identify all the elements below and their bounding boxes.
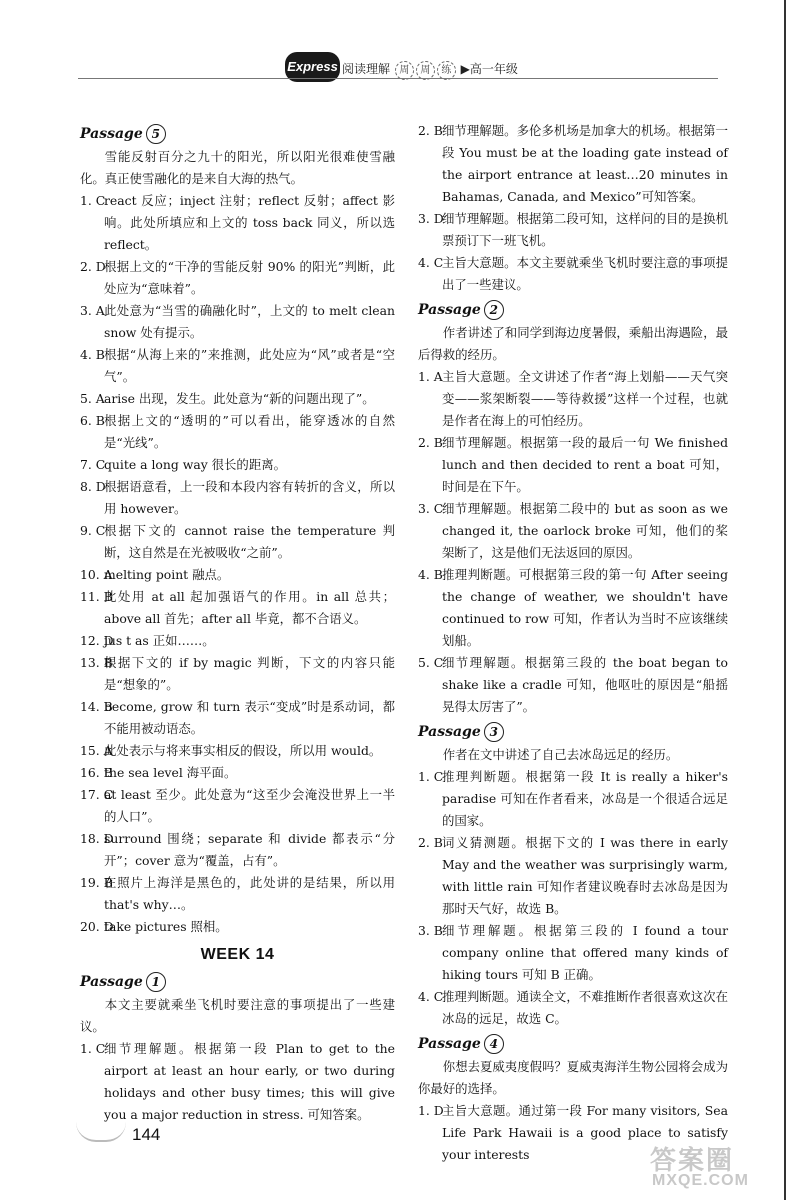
passage-1-answers	[80, 1038, 395, 1126]
answer-item	[80, 740, 395, 762]
passage-5-heading	[80, 122, 395, 146]
answer-text: 此处表示与将来事实相反的假设，所以用 would。	[104, 743, 382, 758]
answer-text: react 反应；inject 注射；reflect 反射；affect 影响。此处所填应和上文的 toss back 同义，所以选 reflect。	[104, 193, 395, 252]
answer-text: 细节理解题。多伦多机场是加拿大的机场。根据第一段 You must be at the loading gate instead of the airport entrance at least…20 minutes in Bahamas, Canada, and Mexico”可知答案。	[442, 123, 728, 204]
header-grade: ▶高一年级	[460, 62, 518, 76]
answer-item	[418, 498, 728, 564]
passage-label: Passage	[418, 724, 481, 740]
answer-label: 18. D	[80, 831, 114, 846]
answer-item	[418, 652, 728, 718]
header-rule	[78, 78, 718, 79]
passage-number: 5	[146, 124, 166, 144]
answer-text: become, grow 和 turn 表示“变成”时是系动词，都不能用被动语态。	[104, 699, 395, 736]
passage-1-heading	[80, 970, 395, 994]
header-title-text: 阅读理解	[342, 62, 391, 76]
answer-label: 4. B	[418, 567, 443, 582]
answer-text: 根据下文的 if by magic 判断，下文的内容只能是“想象的”。	[104, 655, 395, 692]
answer-item	[80, 696, 395, 740]
answer-text: 根据下文的 cannot raise the temperature 判断，这自然是在光被吸收“之前”。	[104, 523, 395, 560]
answer-item	[80, 630, 395, 652]
answer-text: 主旨大意题。全文讲述了作者“海上划船——天气突变——浆架断裂——等待救援”这样一个过程，也就是作者在海上的可怕经历。	[442, 369, 728, 428]
answer-label: 2. B	[418, 123, 443, 138]
answer-label: 3. D	[418, 211, 444, 226]
answer-text: 根据“从海上来的”来推测，此处应为“风”或者是“空气”。	[104, 347, 395, 384]
answer-label: 1. C	[80, 1041, 106, 1056]
answer-item	[418, 986, 728, 1030]
page-edge-line	[784, 0, 786, 1200]
answer-label: 8. D	[80, 479, 106, 494]
answer-label: 1. C	[80, 193, 106, 208]
answer-text: 此处用 at all 起加强语气的作用。in all 总共；above all 首先；after all 毕竟，都不合语义。	[104, 589, 395, 626]
answer-text: 主旨大意题。通过第一段 For many visitors, Sea Life Park Hawaii is a good place to satisfy your interests	[442, 1103, 728, 1162]
answer-text: at least 至少。此处意为“这至少会淹没世界上一半的人口”。	[104, 787, 395, 824]
answer-label: 4. B	[80, 347, 105, 362]
answer-text: 细节理解题。根据第三段的 the boat began to shake like a cradle 可知，他呕吐的原因是“船摇晃得太厉害了”。	[442, 655, 728, 714]
passage-4-intro: 你想去夏威夷度假吗？夏威夷海洋生物公园将会成为你最好的选择。	[418, 1059, 728, 1096]
passage-3-heading	[418, 720, 728, 744]
answer-item	[80, 388, 395, 410]
passage-3-intro: 作者在文中讲述了自己去冰岛远足的经历。	[442, 747, 679, 762]
answer-text: 推理判断题。可根据第三段的第一句 After seeing the change of weather, we shouldn't have continued to row 可知，作者认为当时不应该继续划船。	[442, 567, 728, 648]
answer-label: 3. A	[80, 303, 105, 318]
answer-item	[80, 828, 395, 872]
passage-number: 4	[484, 1034, 504, 1054]
passage-label: Passage	[80, 974, 143, 990]
answer-item	[80, 476, 395, 520]
answer-text: 主旨大意题。本文主要就乘坐飞机时要注意的事项提出了一些建议。	[442, 255, 728, 292]
answer-label: 4. C	[418, 255, 444, 270]
answer-label: 1. D	[418, 1103, 444, 1118]
answer-text: 推理判断题。通读全文，不难推断作者很喜欢这次在冰岛的远足，故选 C。	[442, 989, 728, 1026]
passage-4-heading	[418, 1032, 728, 1056]
passage-number: 3	[484, 722, 504, 742]
answer-item	[80, 872, 395, 916]
answer-label: 16. B	[80, 765, 113, 780]
right-column	[418, 120, 728, 1166]
passage-2-heading	[418, 298, 728, 322]
answer-label: 20. D	[80, 919, 114, 934]
answer-item	[80, 454, 395, 476]
answer-item	[80, 916, 395, 938]
passage-1-intro: 本文主要就乘坐飞机时要注意的事项提出了一些建议。	[80, 997, 395, 1034]
answer-text: surround 围绕；separate 和 divide 都表示“分开”；cover 意为“覆盖，占有”。	[104, 831, 395, 868]
answer-label: 12. D	[80, 633, 114, 648]
passage-1-answers-cont	[418, 120, 728, 296]
answer-label: 1. C	[418, 769, 444, 784]
answer-label: 19. B	[80, 875, 113, 890]
answer-text: melting point 融点。	[104, 567, 230, 582]
answer-item	[80, 520, 395, 564]
answer-item	[418, 366, 728, 432]
answer-item	[418, 766, 728, 832]
answer-item	[80, 256, 395, 300]
answer-item	[80, 344, 395, 388]
answer-item	[418, 120, 728, 208]
answer-text: 根据语意看，上一段和本段内容有转折的含义，所以用 however。	[104, 479, 395, 516]
answer-item	[418, 252, 728, 296]
header-circle-2: 周	[416, 61, 435, 80]
answer-label: 1. A	[418, 369, 443, 384]
week-heading: WEEK 14	[200, 946, 275, 963]
answer-label: 17. C	[80, 787, 114, 802]
answer-label: 2. B	[418, 435, 443, 450]
answer-item	[80, 762, 395, 784]
answer-text: 推理判断题。根据第一段 It is really a hiker's paradise 可知在作者看来，冰岛是一个很适合远足的国家。	[442, 769, 728, 828]
passage-2-answers	[418, 366, 728, 718]
passage-label: Passage	[80, 126, 143, 142]
answer-text: 细节理解题。根据第一段 Plan to get to the airport at least an hour early, or two during holidays and other busy times; this will give you a major reduction in stress. 可知答案。	[104, 1041, 395, 1122]
watermark-url: MXQE.COM	[652, 1172, 749, 1189]
answer-label: 11. B	[80, 589, 113, 604]
answer-text: 词义猜测题。根据下文的 I was there in early May and the weather was surprisingly warm, with little rain 可知作者建议晚春时去冰岛是因为那时天气好，故选 B。	[442, 835, 728, 916]
answer-label: 14. B	[80, 699, 113, 714]
answer-item	[80, 300, 395, 344]
page-corner-decoration	[76, 1110, 126, 1142]
answer-label: 15. A	[80, 743, 113, 758]
answer-text: 细节理解题。根据第二段中的 but as soon as we changed it, the oarlock broke 可知，他们的桨架断了，这是他们无法返回的原因。	[442, 501, 728, 560]
header-circle-1: 周	[395, 61, 414, 80]
answer-text: take pictures 照相。	[104, 919, 228, 934]
answer-label: 5. C	[418, 655, 444, 670]
left-column	[80, 120, 395, 1126]
answer-text: 细节理解题。根据第二段可知，这样问的目的是换机票预订下一班飞机。	[442, 211, 728, 248]
answer-text: 根据上文的“干净的雪能反射 90% 的阳光”判断，此处应为“意味着”。	[104, 259, 395, 296]
answer-item	[418, 564, 728, 652]
answer-text: 根据上文的“透明的”可以看出，能穿透冰的自然是“光线”。	[104, 413, 395, 450]
passage-label: Passage	[418, 1036, 481, 1052]
answer-text: 在照片上海洋是黑色的，此处讲的是结果，所以用 that's why…。	[104, 875, 395, 912]
answer-label: 2. B	[418, 835, 443, 850]
passage-number: 2	[484, 300, 504, 320]
passage-3-answers	[418, 766, 728, 1030]
answer-label: 2. D	[80, 259, 106, 274]
answer-text: 此处意为“当雪的确融化时”，上文的 to melt clean snow 处有提示。	[104, 303, 395, 340]
page-number: 144	[132, 1125, 161, 1144]
answer-label: 10. A	[80, 567, 113, 582]
answer-label: 3. B	[418, 923, 443, 938]
answer-label: 9. C	[80, 523, 106, 538]
answer-item	[80, 586, 395, 630]
answer-item	[80, 1038, 395, 1126]
header-title	[342, 60, 518, 80]
passage-5-answers	[80, 190, 395, 938]
answer-label: 3. C	[418, 501, 444, 516]
answer-text: jus t as 正如……。	[104, 633, 215, 648]
answer-text: 细节理解题。根据第三段的 I found a tour company online that offered many kinds of hiking tours 可知 B 正确。	[442, 923, 728, 982]
answer-text: 细节理解题。根据第一段的最后一句 We finished lunch and then decided to rent a boat 可知，时间是在下午。	[442, 435, 728, 494]
answer-text: quite a long way 很长的距离。	[104, 457, 286, 472]
answer-item	[80, 190, 395, 256]
answer-text: arise 出现，发生。此处意为“新的问题出现了”。	[104, 391, 375, 406]
answer-text: the sea level 海平面。	[104, 765, 237, 780]
answer-item	[418, 832, 728, 920]
watermark-logo: 答案圈	[650, 1145, 735, 1175]
answer-label: 7. C	[80, 457, 106, 472]
answer-item	[418, 208, 728, 252]
answer-label: 4. C	[418, 989, 444, 1004]
passage-number: 1	[146, 972, 166, 992]
express-logo: Express	[285, 52, 340, 82]
answer-label: 5. A	[80, 391, 105, 406]
answer-label: 13. B	[80, 655, 113, 670]
answer-item	[80, 410, 395, 454]
passage-5-intro: 雪能反射百分之九十的阳光，所以阳光很难使雪融化。真正使雪融化的是来自大海的热气。	[80, 149, 395, 186]
answer-item	[418, 432, 728, 498]
answer-item	[80, 564, 395, 586]
passage-label: Passage	[418, 302, 481, 318]
answer-item	[418, 920, 728, 986]
passage-2-intro: 作者讲述了和同学到海边度暑假，乘船出海遇险，最后得救的经历。	[418, 325, 728, 362]
header-circle-3: 练	[437, 61, 456, 80]
answer-item	[80, 652, 395, 696]
answer-item	[80, 784, 395, 828]
answer-label: 6. B	[80, 413, 105, 428]
